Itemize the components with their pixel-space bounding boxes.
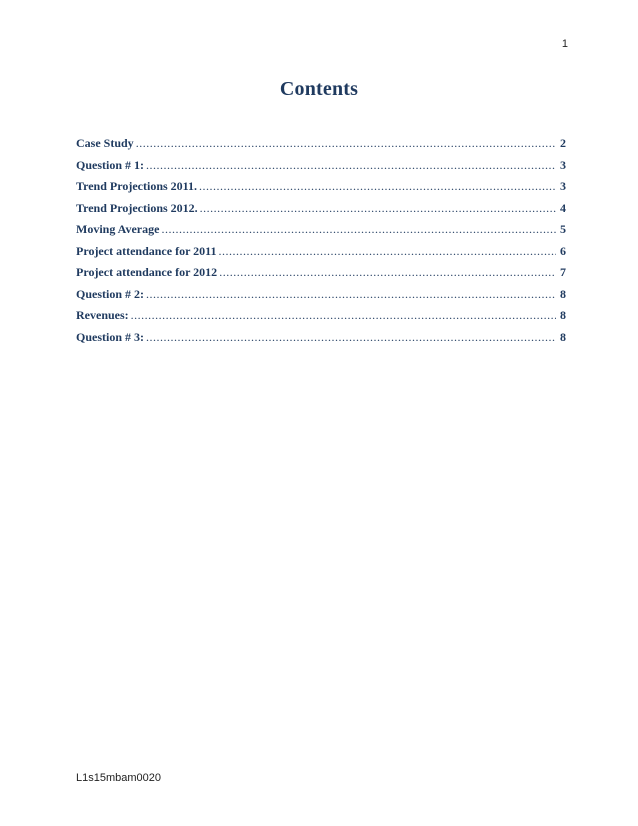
- toc-entry-page: 5: [560, 222, 566, 236]
- toc-dot-leader: [146, 158, 556, 173]
- toc-entry-page: 8: [560, 329, 566, 344]
- toc-entry-title: Revenues:: [76, 308, 129, 322]
- toc-entry-title: Trend Projections 2012.: [76, 200, 198, 215]
- toc-entry-title: Project attendance for 2011: [76, 243, 217, 258]
- toc-entry-project-attendance-2011[interactable]: [76, 244, 566, 266]
- toc-dot-leader: [199, 179, 556, 194]
- toc-dot-leader: [219, 265, 556, 280]
- toc-entry-project-attendance-2012[interactable]: [76, 265, 566, 287]
- toc-entry-question-1[interactable]: [76, 158, 566, 180]
- toc-entry-page: 4: [560, 200, 566, 215]
- toc-entry-page: 3: [560, 157, 566, 172]
- toc-dot-leader: [131, 308, 556, 323]
- toc-entry-page: 7: [560, 265, 566, 279]
- toc-entry-trend-projections-2011[interactable]: [76, 179, 566, 201]
- toc-entry-title: Question # 1:: [76, 157, 145, 172]
- toc-dot-leader: [161, 222, 556, 237]
- toc-entry-case-study[interactable]: [76, 136, 566, 158]
- toc-entry-title: Question # 2:: [76, 286, 145, 301]
- toc-entry-trend-projections-2012[interactable]: [76, 201, 566, 223]
- toc-dot-leader: [136, 136, 556, 151]
- page-number: 1: [561, 38, 568, 50]
- toc-entry-page: 8: [560, 308, 566, 322]
- toc-entry-title: Trend Projections 2011.: [76, 179, 197, 193]
- table-of-contents: [76, 136, 566, 351]
- toc-entry-question-2[interactable]: [76, 287, 566, 309]
- toc-heading: Contents: [279, 78, 359, 100]
- toc-entry-page: 8: [560, 286, 566, 301]
- footer-document-id: L1s15mbam0020: [76, 772, 162, 784]
- toc-dot-leader: [219, 244, 556, 259]
- toc-dot-leader: [146, 330, 556, 345]
- toc-entry-revenues[interactable]: [76, 308, 566, 330]
- toc-entry-title: Moving Average: [76, 222, 160, 236]
- toc-dot-leader: [146, 287, 556, 302]
- toc-dot-leader: [200, 201, 556, 216]
- toc-entry-page: 6: [560, 243, 566, 258]
- toc-entry-title: Question # 3:: [76, 329, 145, 344]
- toc-entry-title: Project attendance for 2012: [76, 265, 218, 279]
- toc-entry-moving-average[interactable]: [76, 222, 566, 244]
- toc-entry-question-3[interactable]: [76, 330, 566, 352]
- toc-entry-page: 2: [560, 136, 566, 150]
- toc-entry-title: Case Study: [76, 136, 134, 150]
- toc-entry-page: 3: [560, 179, 566, 193]
